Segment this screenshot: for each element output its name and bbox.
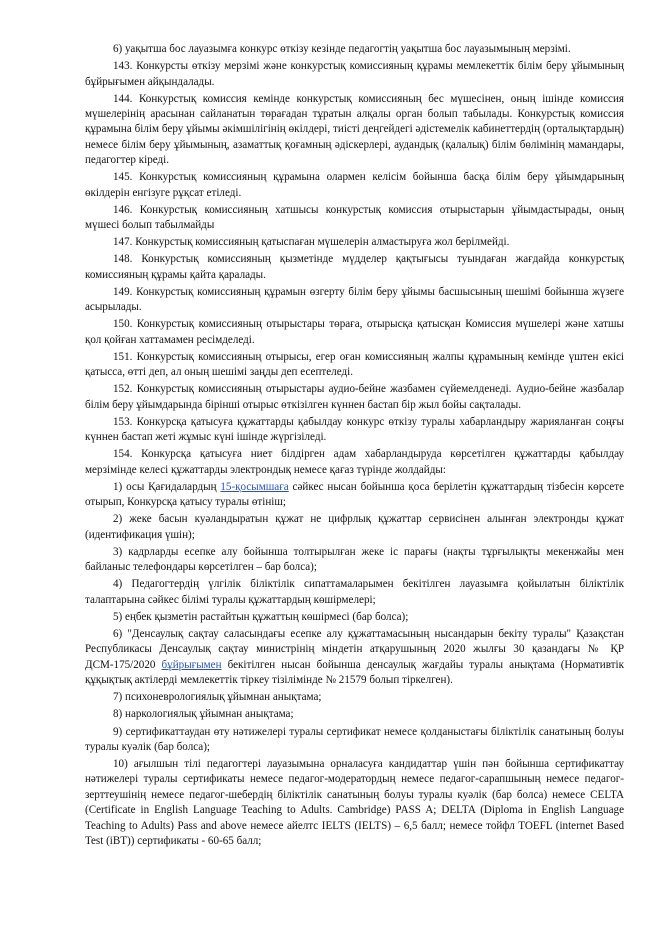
document-paragraph (85, 59, 624, 90)
paragraph-text: 154. Конкурсқа қатысуға ниет білдірген адам хабарландыруда көрсетілген құжаттарды қабылдау мерзімінде келесі құжаттарды электрондық немесе қағаз түрінде жолдайды: (85, 448, 624, 476)
paragraph-text: 147. Конкурстық комиссияның қатыспаған мүшелерін алмастыруға жол берілмейді. (113, 236, 510, 249)
paragraph-text: 5) еңбек қызметін растайтын құжаттың көшірмесі (бар болса); (113, 610, 409, 623)
paragraph-text: 150. Конкурстық комиссияның отырыстары төраға, отырысқа қатысқан Комиссия мүшелері және хатшы қол қойған хаттамамен ресімделеді. (85, 318, 624, 346)
document-paragraph (85, 285, 624, 316)
document-paragraph (85, 512, 624, 543)
paragraph-text: 152. Конкурстық комиссияның отырыстары аудио-бейне жазбамен сүйемелденеді. Аудио-бейне жазбалар білім беру ұйымдарында бірінші отырыс өткізілген күннен бастап бір жыл бойы сақталады. (85, 383, 624, 411)
document-paragraph (85, 317, 624, 348)
document-paragraph (85, 577, 624, 608)
paragraph-text: 6) "Денсаулық сақтау саласындағы есепке алу құжаттамасының нысандарын бекіту туралы" Қазақстан Республикасы Денсаулық сақтау министрінің міндетін атқарушының 2020 жылғы 30 қазандағы № ҚР ДСМ-175/2020 (85, 628, 624, 671)
paragraph-text: 151. Конкурстық комиссияның отырысы, егер оған комиссияның жалпы құрамының кемінде үштен екісі қатысса, өтті деп, ал оның шешімі заңды деп есептеледі. (85, 350, 624, 379)
paragraph-text: 4) Педагогтердің үлгілік біліктілік сипаттамаларымен бекітілген лауазымға қойылатын біліктілік талаптарына сәйкес білімі туралы құжаттардың көшірмелері; (85, 578, 624, 606)
document-paragraph (85, 610, 624, 625)
document-paragraph (85, 203, 624, 234)
document-paragraph (85, 757, 624, 850)
document-paragraph (85, 350, 624, 381)
paragraph-text: 7) психоневрологиялық ұйымнан анықтама; (113, 691, 322, 704)
paragraph-text: 6) уақытша бос лауазымға конкурс өткізу кезінде педагогтің уақытша бос лауазымының мерзімі. (113, 43, 571, 55)
paragraph-text: 144. Конкурстық комиссия кемінде конкурстық комиссияның бес мүшесінен, оның ішінде комиссия мүшелерінің арасынан сайланатын төрағадан тұратын алқалы орган болып табылады. Конкурстық комиссия құрамына білім беру ұйымы әкімшілігінің өкілдері, тиісті деңгейдегі әдістемелік кабинеттердің (орталықтардың) немесе білім беру ұйымының, азаматтық қоғамның әдіскерлері, аудандық (қалалық) білім бөлімінің мамандары, педагогтер кіреді. (85, 92, 624, 167)
paragraph-text: 143. Конкурсты өткізу мерзімі және конкурстық комиссияның құрамы мемлекеттік білім беру ұйымының бұйрығымен айқындалады. (85, 60, 624, 88)
paragraph-text: 148. Конкурстық комиссияның қызметінде мүдделер қақтығысы туындаған жағдайда конкурстық комиссияның құрамы қайта қаралады. (85, 253, 624, 281)
paragraph-text: бекітілген нысан бойынша денсаулық жағдайы туралы анықтама (Нормативтік құқықтық актілерді мемлекеттік тіркеу тізілімінде № 21579 болып тіркелген). (85, 658, 625, 687)
document-link[interactable]: бұйрығымен (161, 658, 222, 671)
document-paragraph (85, 415, 624, 446)
document-paragraph (85, 627, 624, 689)
document-paragraph (85, 480, 624, 511)
paragraph-text: 10) ағылшын тілі педагогтері лауазымына орналасуға кандидаттар үшін пән бойынша сертификаттау нәтижелері туралы сертификаты немесе педагог-модератордың немесе педагог-сарапшының немесе педагог-зерттеушінің немесе педагог-шебердің біліктілік санатының болуы туралы куәлік (бар болса) немесе CELTA (Certificate in English Language Teaching to Adults. Cambridge) PASS A; DELTA (Diploma in English Language Teaching to Adults) Pass and above немесе айелтс IELTS (IELTS) – 6,5 балл; немесе тойфл TOEFL (internet Based Test (iBT)) сертификаты - 60-65 балл; (85, 758, 624, 848)
paragraph-text: 153. Конкурсқа қатысуға құжаттарды қабылдау конкурс өткізу туралы хабарландыру жарияланған соңғы күннен бастап жеті жұмыс күні ішінде жүргізіледі. (85, 415, 624, 444)
document-paragraph (85, 382, 624, 413)
document-paragraph (85, 92, 624, 169)
paragraph-text: сәйкес нысан бойынша қоса берілетін құжаттардың тізбесін көрсете отырып, Конкурсқа қатысу туралы өтініш; (85, 480, 624, 509)
document-link[interactable]: 15-қосымшаға (220, 480, 289, 493)
document-paragraph (85, 725, 624, 756)
paragraph-text: 2) жеке басын куәландыратын құжат не цифрлық құжаттар сервисінен алынған электронды құжат (идентификация үшін); (85, 513, 624, 541)
document-paragraph (85, 545, 624, 576)
paragraph-text: 145. Конкурстық комиссияның құрамына олармен келісім бойынша басқа білім беру ұйымдарының өкілдерін енгізуге рұқсат етіледі. (85, 171, 624, 199)
document-paragraph (85, 707, 624, 722)
paragraph-text: 1) осы Қағидалардың (113, 480, 221, 493)
document-paragraph (85, 690, 624, 705)
paragraph-text: 146. Конкурстық комиссияның хатшысы конкурстық комиссия отырыстарын ұйымдастырады, оның мүшесі болып табылмайды (85, 203, 624, 232)
document-paragraph (85, 252, 624, 283)
document-paragraph (85, 447, 624, 478)
document-paragraph (85, 235, 624, 250)
paragraph-text: 9) сертификаттаудан өту нәтижелері туралы сертификат немесе қолданыстағы біліктілік санатының болуы туралы куәлік (бар болса); (85, 725, 624, 753)
paragraph-text: 3) кадрларды есепке алу бойынша толтырылған жеке іс парағы (нақты тұрғылықты мекенжайы мен байланыс телефондары көрсетілген – бар болса); (85, 545, 624, 574)
paragraph-text: 149. Конкурстық комиссияның құрамын өзгерту білім беру ұйымы басшысының шешімі бойынша жүзеге асырылады. (85, 285, 624, 314)
document-paragraph (85, 42, 624, 57)
document-paragraph (85, 170, 624, 201)
paragraph-text: 8) наркологиялық ұйымнан анықтама; (113, 708, 294, 721)
